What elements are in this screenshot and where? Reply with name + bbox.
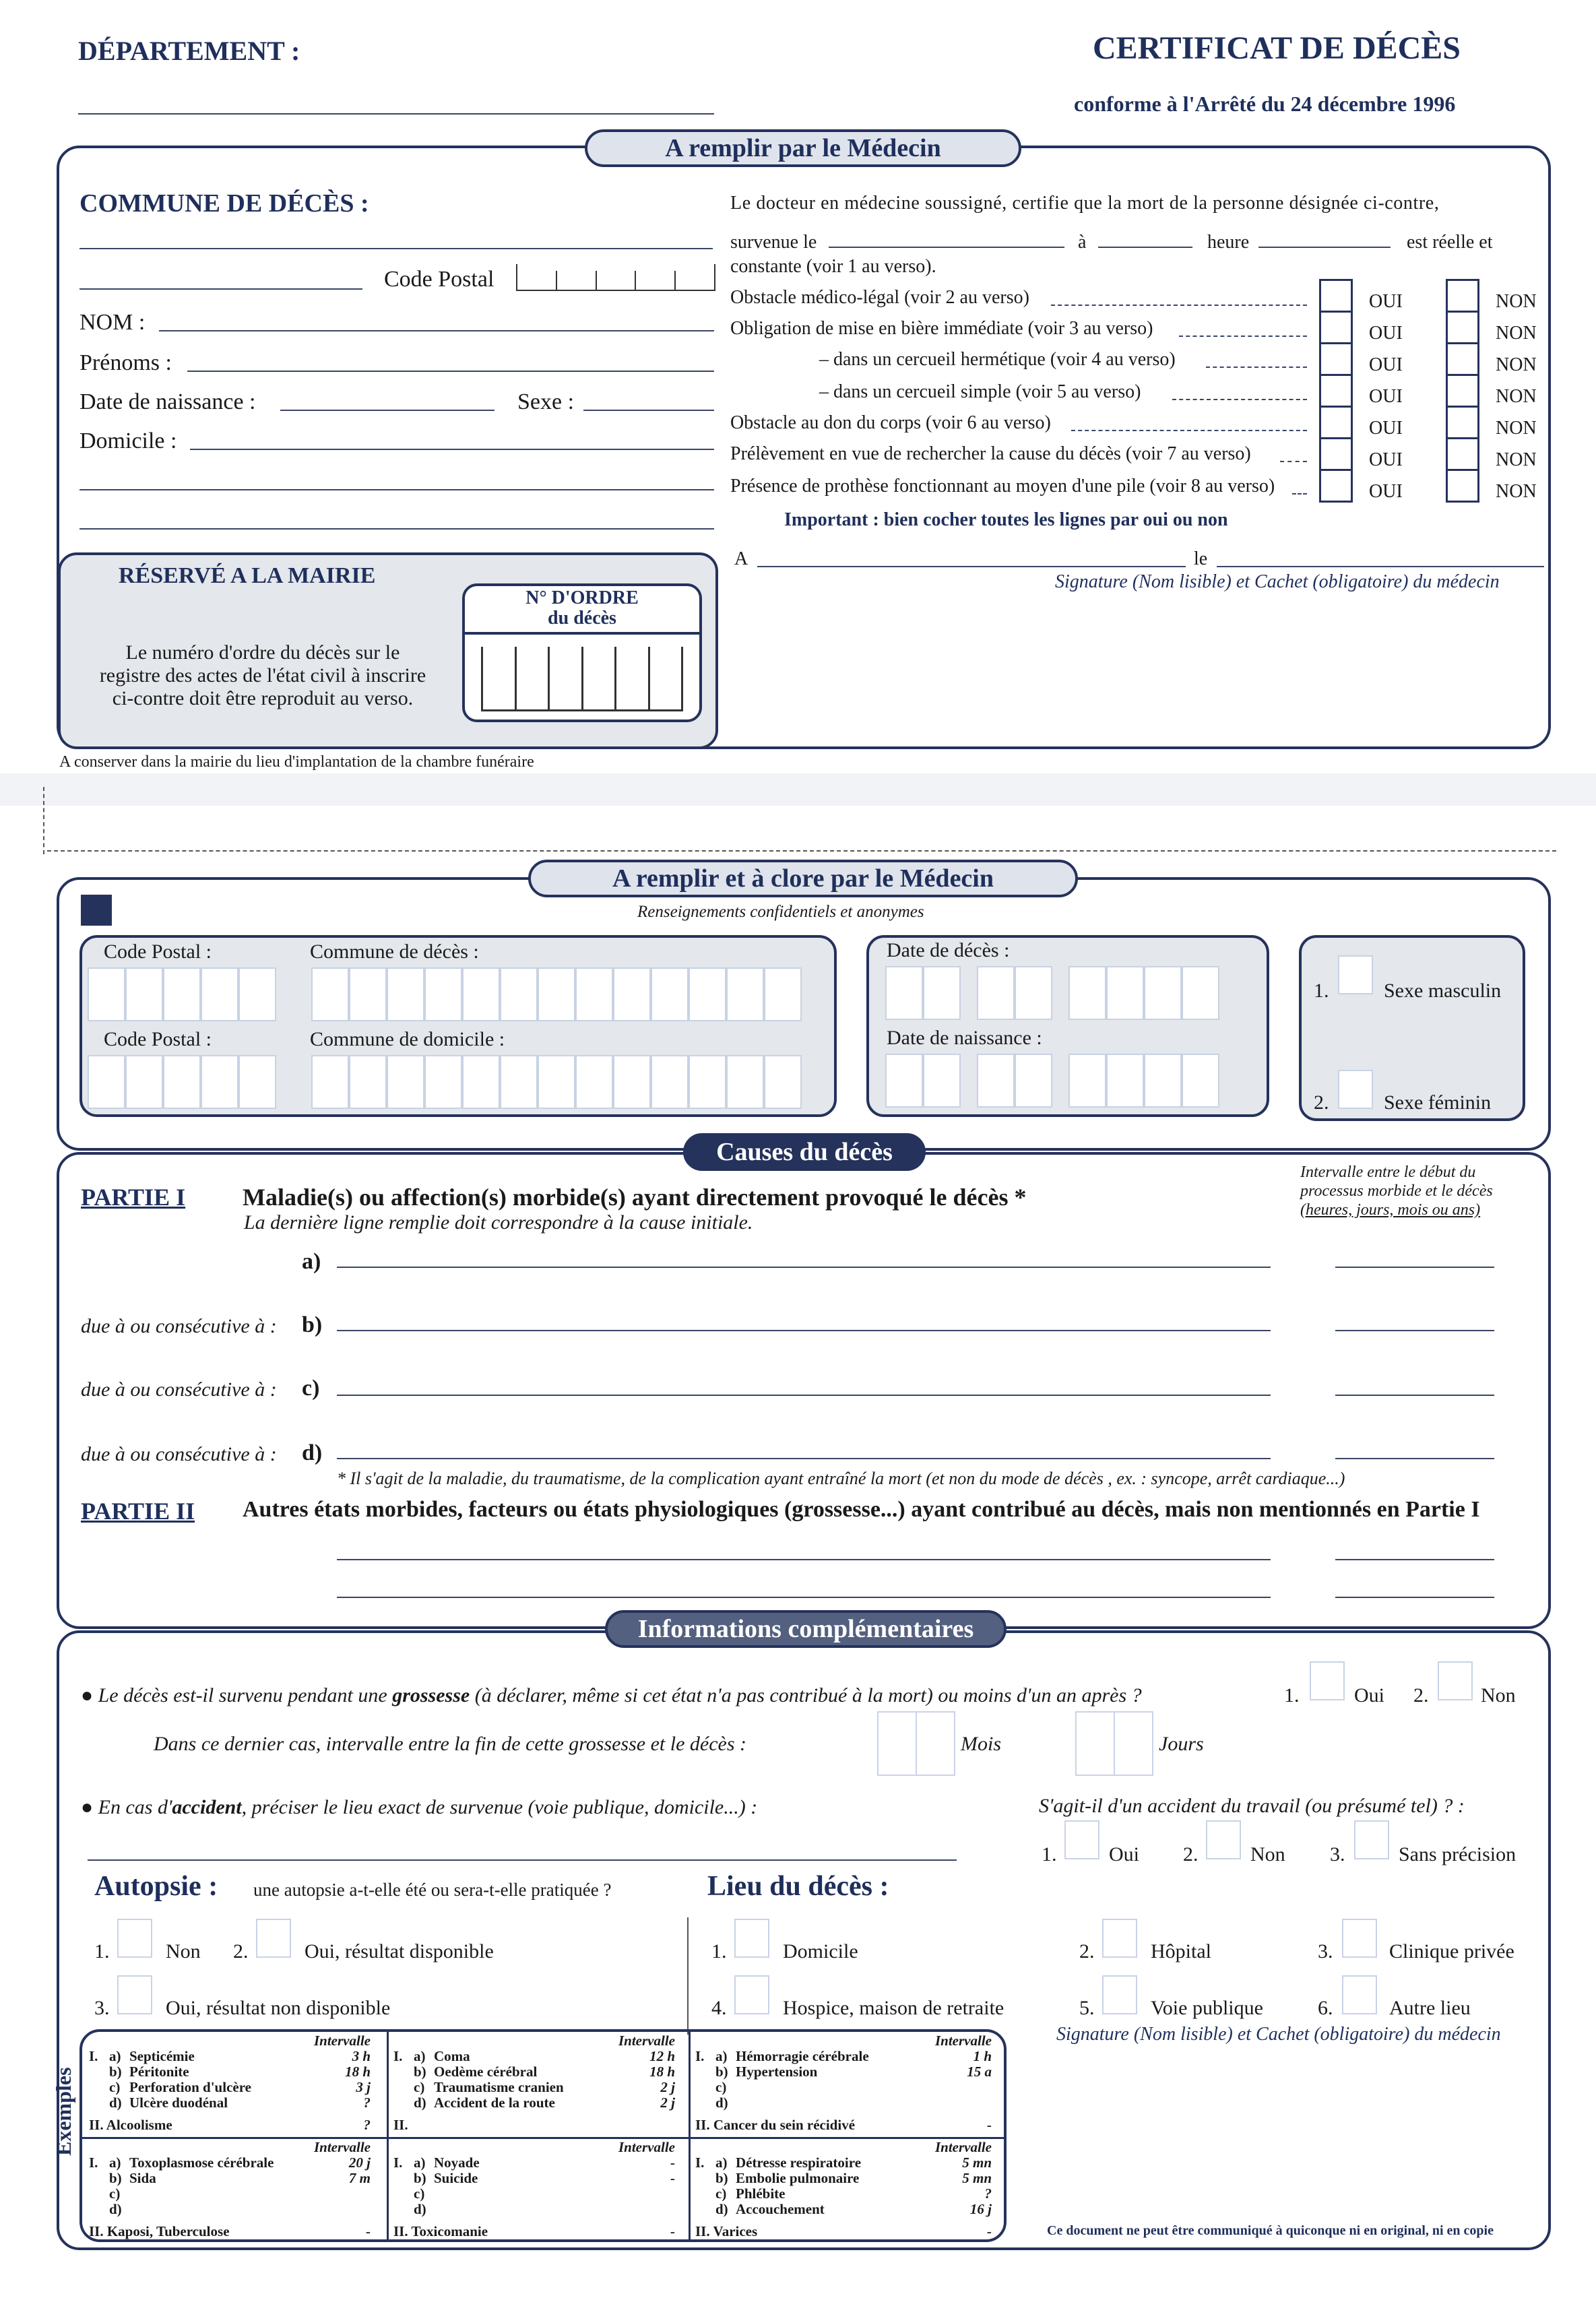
exemple-intervalle-header: Intervalle [935,2139,992,2155]
lieu-voie-checkbox[interactable] [1102,1975,1137,2014]
grossesse-oui-num: 1. [1284,1684,1300,1706]
partie-2-interval-1[interactable] [1335,1559,1494,1560]
code-postal-label: Code Postal [384,267,494,292]
autopsie-non-checkbox[interactable] [117,1919,152,1958]
lieu-autre-checkbox[interactable] [1342,1975,1377,2014]
code-postal-field[interactable] [516,264,715,291]
autopsie-lieu-divider [687,1917,689,2035]
exemple-row: d) [414,2201,426,2217]
infos-banner: Informations complémentaires [605,1610,1007,1648]
question-5: Obstacle au don du corps (voir 6 au verso) [730,412,1051,433]
exemple-partie-2: II. [393,2117,408,2133]
question-2: Obligation de mise en bière immédiate (voir 3 au verso) [730,318,1153,339]
intervalle-header: Intervalle entre le début du processus morbide et le décès (heures, jours, mois ou ans) [1300,1163,1493,1219]
sexe-masculin-label: Sexe masculin [1384,980,1502,1002]
exemple-row: d) Accouchement 16 j [715,2201,992,2217]
date-deces-cells[interactable] [885,966,1219,1020]
survenue-date-field[interactable] [829,247,1064,248]
ex-divider-h [82,2137,1004,2139]
cp-deces-label: Code Postal : [104,940,212,963]
q7-leader [1292,493,1307,494]
exemple-row: b) Hypertension 15 a [715,2064,992,2080]
travail-non-num: 2. [1183,1843,1199,1865]
non-labels: NON NON NON NON NON NON NON [1496,291,1537,502]
cause-d-label: d) [302,1440,323,1465]
exemple-box [89,2140,376,2239]
exemple-row: I. a) Hémorragie cérébrale 1 h [695,2048,992,2064]
ordre-divider [462,632,702,635]
travail-non-label: Non [1250,1843,1285,1865]
exemple-intervalle-header: Intervalle [314,2033,371,2049]
ordre-title: N° D'ORDRE [525,587,639,608]
travail-oui-num: 1. [1042,1843,1057,1865]
le-date-field[interactable] [1217,566,1544,567]
signature-note-top: Signature (Nom lisible) et Cachet (obligatoire) du médecin [1055,571,1500,592]
perforation-line [47,850,1556,852]
date-naissance-label: Date de naissance : [887,1027,1042,1049]
ordre-sub: du décès [548,608,616,629]
lieu-hospice-label: Hospice, maison de retraite [783,1997,1004,2019]
naissance-field[interactable] [280,410,494,411]
due-b-label: due à ou consécutive à : [81,1315,277,1337]
cause-b-label: b) [302,1312,323,1337]
exemple-row: c) Phlébite ? [715,2185,992,2202]
exemple-box [695,2033,997,2133]
exemple-row: d) Ulcère duodénal ? [109,2095,371,2111]
exemple-row: c) [109,2185,121,2202]
intro-text: Le docteur en médecine soussigné, certifie que la mort de la personne désignée ci-contre, [730,193,1440,214]
travail-oui-label: Oui [1109,1843,1139,1865]
exemple-row: d) [715,2095,728,2111]
mairie-text-3: ci-contre doit être reproduit au verso. [112,687,414,709]
corner-mark [81,895,112,926]
exemple-intervalle-header: Intervalle [618,2139,675,2155]
sexe-field[interactable] [583,410,714,411]
accident-lieu-field[interactable] [88,1859,957,1861]
commune-domicile-cells[interactable] [311,1055,802,1109]
lieu-voie-label: Voie publique [1151,1997,1263,2019]
cause-note: * Il s'agit de la maladie, du traumatisme, de la complication ayant entraîné la mort (et non du mode de décès , ex. : syncope, arrêt cardiaque...) [337,1469,1345,1488]
oui-labels: OUI OUI OUI OUI OUI OUI OUI [1369,291,1403,502]
exemple-box [695,2140,997,2239]
question-1: Obstacle médico-légal (voir 2 au verso) [730,287,1029,308]
grossesse-non-checkbox[interactable] [1438,1661,1473,1700]
lieu-clinique-label: Clinique privée [1389,1940,1514,1962]
cp-deces-cells[interactable] [88,967,276,1021]
lieu-hospice-checkbox[interactable] [734,1975,769,2014]
grossesse-jours-field[interactable] [1075,1711,1153,1776]
grossesse-mois-field[interactable] [877,1711,955,1776]
exemple-row: c) [715,2079,727,2095]
naissance-label: Date de naissance : [79,389,256,414]
aut-oui-nd-num: 3. [94,1997,110,2019]
q2-leader [1179,336,1307,337]
domicile-field[interactable] [190,449,714,450]
domicile-field-2[interactable] [79,489,714,490]
partie-1-title: Maladie(s) ou affection(s) morbide(s) ayant directement provoqué le décès * [243,1184,1027,1211]
lieu-hopital-checkbox[interactable] [1102,1919,1137,1958]
travail-sp-checkbox[interactable] [1354,1820,1389,1859]
exemple-row: b) Embolie pulmonaire 5 mn [715,2170,992,2186]
exemple-partie-2: II. Toxicomanie - [393,2223,675,2239]
q6-leader [1280,461,1307,462]
autopsie-oui-dispo-label: Oui, résultat disponible [305,1940,494,1962]
cp-domicile-cells[interactable] [88,1055,276,1109]
q4-leader [1172,399,1307,400]
partie-2-field-2[interactable] [337,1597,1271,1598]
cause-c-interval[interactable] [1335,1395,1494,1396]
travail-sp-label: Sans précision [1399,1843,1517,1865]
travail-non-checkbox[interactable] [1206,1820,1241,1859]
grossesse-non-num: 2. [1413,1684,1429,1706]
top-banner: A remplir par le Médecin [585,129,1021,167]
lieu-1-num: 1. [711,1940,727,1962]
exemple-row: b) Suicide - [414,2170,675,2186]
exemples-label: Exemples [51,2067,75,2156]
important-note: Important : bien cocher toutes les lignes par oui ou non [784,509,1228,530]
question-4: – dans un cercueil simple (voir 5 au verso) [819,381,1141,402]
autopsie-non-label: Non [166,1940,201,1962]
lieu-domicile-label: Domicile [783,1940,858,1962]
sexe-feminin-checkbox[interactable] [1338,1070,1373,1109]
cause-a-field[interactable] [337,1267,1271,1268]
question-6: Prélèvement en vue de rechercher la cause du décès (voir 7 au verso) [730,443,1251,464]
sexe-feminin-label: Sexe féminin [1384,1091,1492,1114]
nom-field[interactable] [159,330,714,331]
cause-b-interval[interactable] [1335,1330,1494,1331]
lieu-clinique-checkbox[interactable] [1342,1919,1377,1958]
cause-b-field[interactable] [337,1330,1271,1331]
commune-field[interactable] [79,248,713,249]
ex-divider-2 [689,2032,691,2239]
grossesse-oui-checkbox[interactable] [1310,1661,1345,1700]
exemple-partie-2: II. Cancer du sein récidivé - [695,2117,992,2133]
lieu-2-num: 2. [1079,1940,1095,1962]
survenue-heure-field[interactable] [1098,247,1192,248]
domicile-label: Domicile : [79,428,177,453]
exemple-partie-2: II. Kaposi, Tuberculose - [89,2223,371,2239]
grossesse-oui-label: Oui [1354,1684,1384,1706]
mairie-title: RÉSERVÉ A LA MAIRIE [119,563,376,588]
departement-label: DÉPARTEMENT : [78,36,300,66]
grossesse-intervalle-label: Dans ce dernier cas, intervalle entre la fin de cette grossesse et le décès : [154,1733,747,1755]
exemple-row: I. a) Coma 12 h [393,2048,675,2064]
travail-question: S'agit-il d'un accident du travail (ou présumé tel) ? : [1039,1795,1465,1817]
sexe-f-num: 2. [1314,1091,1329,1114]
q5-leader [1071,430,1307,431]
heure-label: heure [1207,232,1250,253]
prenoms-label: Prénoms : [79,350,172,375]
jours-label: Jours [1159,1733,1204,1755]
sexe-label: Sexe : [517,389,575,414]
autopsie-question: une autopsie a-t-elle été ou sera-t-elle pratiquée ? [253,1880,612,1900]
commune-deces-label: COMMUNE DE DÉCÈS : [79,189,369,218]
sexe-masculin-checkbox[interactable] [1338,955,1373,994]
cause-c-label: c) [302,1376,320,1401]
accident-question: ● En cas d'accident, préciser le lieu exact de survenue (voie publique, domicile...) : [81,1796,758,1818]
exemple-row: I. a) Détresse respiratoire 5 mn [695,2155,992,2171]
exemple-row: I. a) Septicémie 3 h [89,2048,371,2064]
oui-checkboxes[interactable] [1319,279,1353,503]
certificate-title: CERTIFICAT DE DÉCÈS [1093,30,1461,66]
signature-note-bottom: Signature (Nom lisible) et Cachet (obligatoire) du médecin [1056,2024,1501,2045]
exemple-partie-2: II. Alcoolisme ? [89,2117,371,2133]
exemple-row: b) Péritonite 18 h [109,2064,371,2080]
heure-field[interactable] [1258,247,1391,248]
perforation-left [43,787,44,854]
commune-field-2[interactable] [79,288,362,290]
a-label: à [1078,232,1087,253]
le-label: le [1194,548,1208,569]
conserver-note: A conserver dans la mairie du lieu d'implantation de la chambre funéraire [59,753,534,771]
partie-2-interval-2[interactable] [1335,1597,1494,1598]
due-c-label: due à ou consécutive à : [81,1378,277,1401]
partie-1-sub: La dernière ligne remplie doit correspondre à la cause initiale. [244,1211,753,1234]
lieu-5-num: 5. [1079,1997,1095,2019]
lieu-hopital-label: Hôpital [1151,1940,1211,1962]
domicile-field-3[interactable] [79,528,714,530]
prenoms-field[interactable] [187,371,714,372]
partie-2-title: Autres états morbides, facteurs ou états physiologiques (grossesse...) ayant contribué au décès, mais non mentionnés en Partie I [243,1497,1480,1522]
lieu-autre-label: Autre lieu [1389,1997,1471,2019]
commune-deces-cells[interactable] [311,967,802,1021]
question-3: – dans un cercueil hermétique (voir 4 au verso) [819,349,1176,370]
exemple-row: I. a) Toxoplasmose cérébrale 20 j [89,2155,371,2171]
causes-banner: Causes du décès [683,1133,926,1171]
exemple-row: b) Oedème cérébral 18 h [414,2064,675,2080]
exemple-row: c) Perforation d'ulcère 3 j [109,2079,371,2095]
exemple-box [393,2140,680,2239]
exemple-row: b) Sida 7 m [109,2170,371,2186]
due-d-label: due à ou consécutive à : [81,1443,277,1465]
mairie-text-2: registre des actes de l'état civil à inscrire [99,664,426,687]
partie-2-field-1[interactable] [337,1559,1271,1560]
grossesse-question: ● Le décès est-il survenu pendant une grossesse (à déclarer, même si cet état n'a pas contribué à la mort) ou moins d'un an après ? [81,1684,1142,1706]
constante-label: constante (voir 1 au verso). [730,256,936,277]
exemple-row: c) Traumatisme cranien 2 j [414,2079,675,2095]
tear-edge [0,773,1596,806]
mairie-text-1: Le numéro d'ordre du décès sur le [125,641,400,664]
lieu-4-num: 4. [711,1997,727,2019]
ordre-field[interactable] [481,647,683,711]
date-deces-label: Date de décès : [887,939,1010,961]
exemple-box [89,2033,376,2133]
travail-sp-num: 3. [1330,1843,1345,1865]
exemple-row: d) Accident de la route 2 j [414,2095,675,2111]
lieu-3-num: 3. [1318,1940,1333,1962]
a-place-label: A [734,548,748,569]
bottom-banner: A remplir et à clore par le Médecin [528,860,1078,897]
partie-1-label: PARTIE I [81,1184,186,1211]
exemple-intervalle-header: Intervalle [314,2139,371,2155]
aut-oui-num: 2. [233,1940,249,1962]
cause-a-label: a) [302,1249,321,1274]
cause-d-interval[interactable] [1335,1458,1494,1459]
grossesse-non-label: Non [1481,1684,1516,1706]
non-checkboxes[interactable] [1446,279,1479,503]
cause-a-interval[interactable] [1335,1267,1494,1268]
commune-deces-field-label: Commune de décès : [310,940,479,963]
a-place-field[interactable] [757,566,1186,567]
lieu-6-num: 6. [1318,1997,1333,2019]
confidential-note: Renseignements confidentiels et anonymes [637,903,924,921]
cp-domicile-label: Code Postal : [104,1028,212,1050]
aut-non-num: 1. [94,1940,110,1962]
ex-divider-1 [387,2032,389,2239]
exemple-intervalle-header: Intervalle [935,2033,992,2049]
autopsie-oui-non-dispo-label: Oui, résultat non disponible [166,1997,391,2019]
question-7: Présence de prothèse fonctionnant au moyen d'une pile (voir 8 au verso) [730,476,1275,497]
q3-leader [1206,366,1307,368]
lieu-domicile-checkbox[interactable] [734,1919,769,1958]
autopsie-title: Autopsie : [94,1871,218,1902]
commune-domicile-label: Commune de domicile : [310,1028,505,1050]
date-naissance-cells[interactable] [885,1054,1219,1108]
autopsie-oui-non-dispo-checkbox[interactable] [117,1975,152,2014]
lieu-title: Lieu du décès : [707,1871,889,1902]
departement-field[interactable] [78,113,714,115]
survenue-label: survenue le [730,232,817,253]
exemple-box [393,2033,680,2133]
mois-label: Mois [961,1733,1001,1755]
certificate-subtitle: conforme à l'Arrêté du 24 décembre 1996 [1074,92,1456,116]
exemple-row: d) [109,2201,122,2217]
reelle-label: est réelle et [1407,232,1493,253]
exemple-intervalle-header: Intervalle [618,2033,675,2049]
q1-leader [1051,305,1307,306]
exemple-partie-2: II. Varices - [695,2223,992,2239]
cause-d-field[interactable] [337,1458,1271,1459]
sexe-m-num: 1. [1314,980,1329,1002]
cause-c-field[interactable] [337,1395,1271,1396]
copie-note: Ce document ne peut être communiqué à quiconque ni en original, ni en copie [1047,2223,1494,2238]
travail-oui-checkbox[interactable] [1064,1820,1099,1859]
autopsie-oui-dispo-checkbox[interactable] [256,1919,291,1958]
exemple-row: I. a) Noyade - [393,2155,675,2171]
partie-2-label: PARTIE II [81,1498,195,1525]
exemple-row: c) [414,2185,425,2202]
nom-label: NOM : [79,310,146,335]
